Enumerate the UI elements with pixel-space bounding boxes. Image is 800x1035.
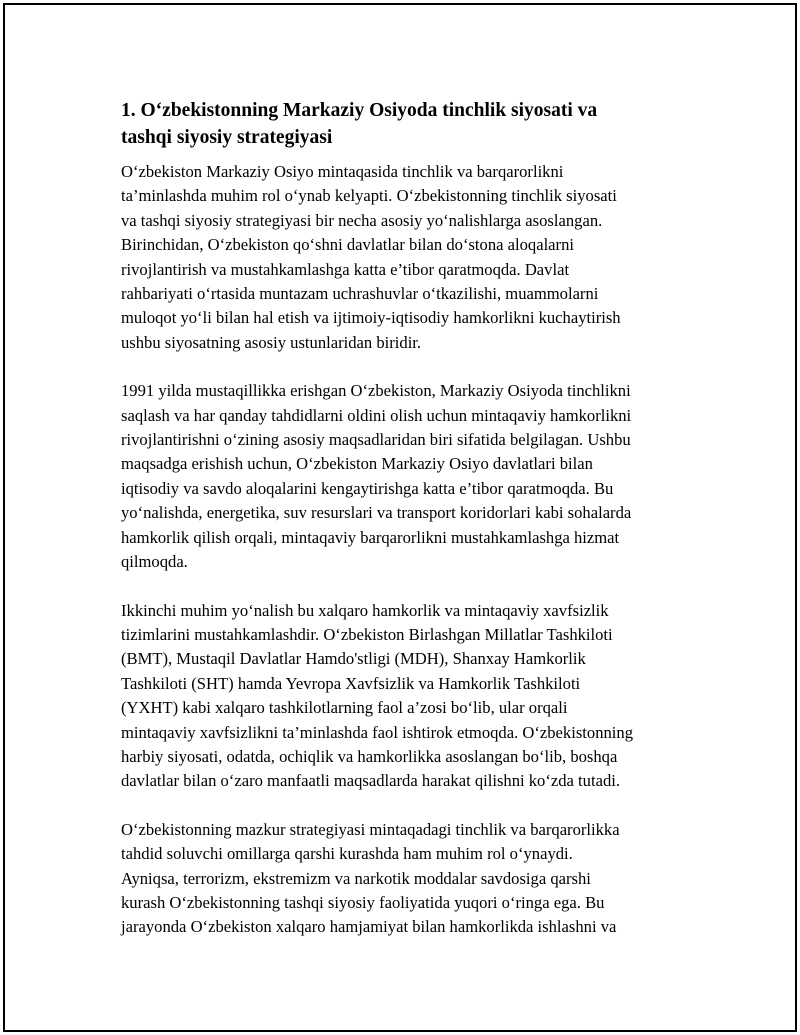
paragraph-2	[121, 379, 693, 574]
text-line: harbiy siyosati, odatda, ochiqlik va hamkorlikka asoslangan bo‘lib, boshqa	[121, 746, 618, 766]
text-line: rivojlantirishni o‘zining asosiy maqsadlaridan biri sifatida belgilagan. Ushbu	[121, 430, 631, 450]
text-line: Tashkiloti (SHT) hamda Yevropa Xavfsizlik va Hamkorlik Tashkiloti	[121, 673, 581, 693]
text-line: ushbu siyosatning asosiy ustunlaridan biridir.	[121, 332, 422, 352]
text-line: saqlash va har qanday tahdidlarni oldini olish uchun mintaqaviy hamkorlikni	[121, 405, 632, 425]
paragraph-1	[121, 160, 693, 355]
text-line: Birinchidan, O‘zbekiston qo‘shni davlatlar bilan do‘stona aloqalarni	[121, 235, 574, 255]
text-line: maqsadga erishish uchun, O‘zbekiston Markaziy Osiyo davlatlari bilan	[121, 454, 593, 474]
text-line: tizimlarini mustahkamlashdir. O‘zbekiston Birlashgan Millatlar Tashkiloti	[121, 624, 613, 644]
text-line: yo‘nalishda, energetika, suv resurslari va transport koridorlari kabi sohalarda	[121, 503, 632, 523]
text-line: 1991 yilda mustaqillikka erishgan O‘zbekiston, Markaziy Osiyoda tinchlikni	[121, 381, 631, 401]
text-line: davlatlar bilan o‘zaro manfaatli maqsadlarda harakat qilishni ko‘zda tutadi.	[121, 771, 620, 791]
text-line: O‘zbekistonning mazkur strategiyasi mintaqadagi tinchlik va barqarorlikka	[121, 819, 620, 839]
section-heading	[121, 97, 693, 151]
text-line: kurash O‘zbekistonning tashqi siyosiy faoliyatida yuqori o‘ringa ega. Bu	[121, 892, 605, 912]
text-line: jarayonda O‘zbekiston xalqaro hamjamiyat bilan hamkorlikda ishlashni va	[121, 917, 617, 937]
text-line: tahdid soluvchi omillarga qarshi kurashda ham muhim rol o‘ynaydi.	[121, 844, 573, 864]
heading-line: tashqi siyosiy strategiyasi	[121, 127, 333, 148]
paragraph-4	[121, 818, 693, 940]
page-frame	[3, 3, 797, 1032]
text-line: mintaqaviy xavfsizlikni ta’minlashda faol ishtirok etmoqda. O‘zbekistonning	[121, 722, 633, 742]
text-line: iqtisodiy va savdo aloqalarini kengaytirishga katta e’tibor qaratmoqda. Bu	[121, 478, 614, 498]
text-line: va tashqi siyosiy strategiyasi bir necha asosiy yo‘nalishlarga asoslangan.	[121, 210, 603, 230]
text-line: rahbariyati o‘rtasida muntazam uchrashuvlar o‘tkazilishi, muammolarni	[121, 284, 599, 304]
text-line: hamkorlik qilish orqali, mintaqaviy barqarorlikni mustahkamlashga hizmat	[121, 527, 620, 547]
document-body	[121, 97, 693, 964]
paragraph-3	[121, 599, 693, 794]
text-line: rivojlantirish va mustahkamlashga katta e’tibor qaratmoqda. Davlat	[121, 259, 570, 279]
text-line: ta’minlashda muhim rol o‘ynab kelyapti. O‘zbekistonning tinchlik siyosati	[121, 186, 617, 206]
text-line: muloqot yo‘li bilan hal etish va ijtimoiy-iqtisodiy hamkorlikni kuchaytirish	[121, 308, 621, 328]
text-line: Ayniqsa, terrorizm, ekstremizm va narkotik moddalar savdosiga qarshi	[121, 868, 591, 888]
heading-line: 1. O‘zbekistonning Markaziy Osiyoda tinchlik siyosati va	[121, 100, 598, 121]
text-line: O‘zbekiston Markaziy Osiyo mintaqasida tinchlik va barqarorlikni	[121, 162, 564, 181]
text-line: Ikkinchi muhim yo‘nalish bu xalqaro hamkorlik va mintaqaviy xavfsizlik	[121, 600, 609, 620]
text-line: (BMT), Mustaqil Davlatlar Hamdo'stligi (MDH), Shanxay Hamkorlik	[121, 649, 586, 669]
text-line: (YXHT) kabi xalqaro tashkilotlarning faol a’zosi bo‘lib, ular orqali	[121, 698, 568, 718]
text-line: qilmoqda.	[121, 552, 188, 572]
